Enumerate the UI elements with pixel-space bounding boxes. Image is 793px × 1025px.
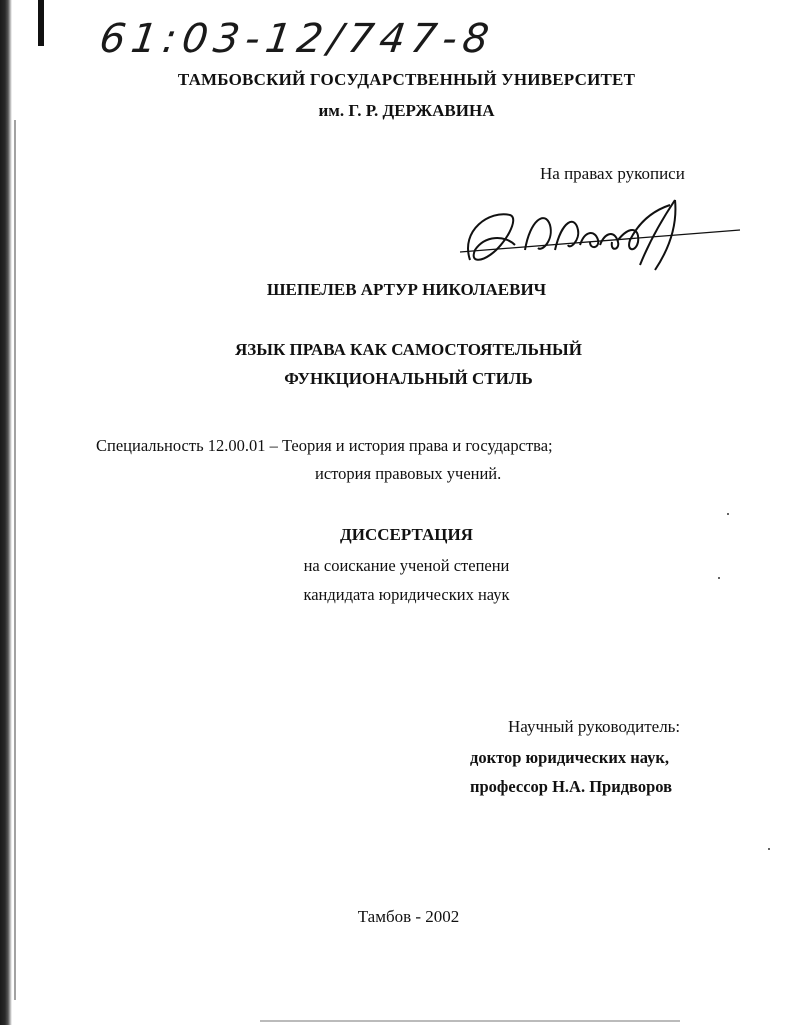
scan-top-mark: [38, 0, 44, 46]
scan-binding-edge: [0, 0, 12, 1025]
dissertation-heading: ДИССЕРТАЦИЯ: [340, 525, 473, 544]
scan-bottom-noise: [260, 1020, 680, 1022]
dissertation-title-line2: ФУНКЦИОНАЛЬНЫЙ СТИЛЬ: [284, 369, 533, 388]
specialty-line1: Специальность 12.00.01 – Теория и история права и государства;: [96, 436, 553, 455]
advisor-label: Научный руководитель:: [508, 717, 681, 736]
advisor-degree: доктор юридических наук,: [470, 748, 670, 767]
degree-line1: на соискание ученой степени: [303, 556, 510, 575]
manuscript-note: На правах рукописи: [540, 164, 685, 183]
scan-speck: [727, 513, 729, 515]
advisor-name: профессор Н.А. Придворов: [470, 777, 673, 796]
university-heading: ТАМБОВСКИЙ ГОСУДАРСТВЕННЫЙ УНИВЕРСИТЕТ: [177, 70, 636, 89]
archive-code-handwritten: 61:03-12/747-8: [96, 16, 498, 62]
scan-speck: [718, 577, 720, 579]
scan-speck: [768, 848, 770, 850]
university-name: им. Г. Р. ДЕРЖАВИНА: [318, 101, 495, 120]
city-year: Тамбов - 2002: [357, 907, 460, 926]
author-name: ШЕПЕЛЕВ АРТУР НИКОЛАЕВИЧ: [266, 280, 547, 299]
degree-line2: кандидата юридических наук: [303, 585, 510, 604]
author-signature: [450, 190, 750, 290]
dissertation-title-line1: ЯЗЫК ПРАВА КАК САМОСТОЯТЕЛЬНЫЙ: [235, 340, 582, 359]
specialty-line2: история правовых учений.: [315, 464, 502, 483]
